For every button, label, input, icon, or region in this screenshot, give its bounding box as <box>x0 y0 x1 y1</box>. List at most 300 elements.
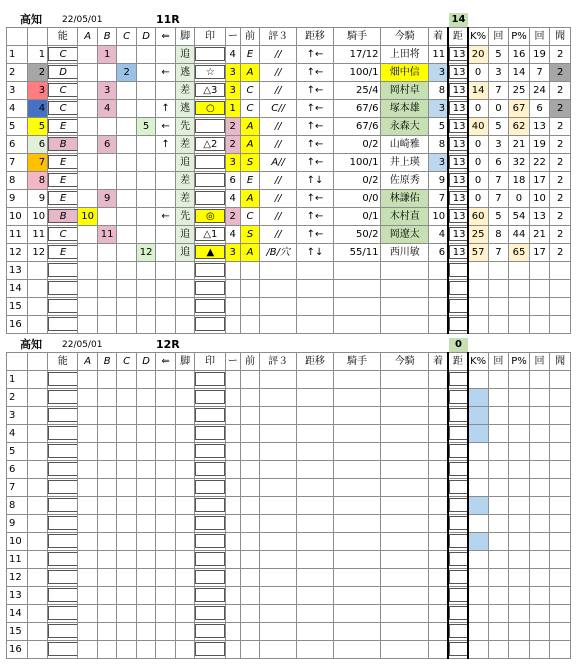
cell-horse-number <box>27 443 48 461</box>
cell-p-count: 10 <box>529 190 550 208</box>
cell-jockey-stats <box>333 461 381 479</box>
cell-ability <box>48 407 78 425</box>
cell-distance <box>448 46 467 64</box>
prediction-box <box>195 191 225 205</box>
cell-arrow <box>156 623 175 641</box>
cell-front <box>240 443 259 461</box>
prediction-box <box>195 47 225 61</box>
prediction-box <box>195 516 225 530</box>
cell-row-number: 7 <box>7 154 28 172</box>
cell-horse-number <box>27 641 48 659</box>
cell-ability <box>48 605 78 623</box>
cell-p-percent <box>509 623 530 641</box>
cell-mark-a <box>78 551 97 569</box>
cell-distance-change: ↑← <box>297 136 334 154</box>
column-header-interval: 聞 <box>550 28 571 46</box>
cell-k-percent <box>468 425 489 443</box>
cell-front <box>240 407 259 425</box>
cell-k-count <box>488 316 509 334</box>
cell-mark-d <box>136 226 155 244</box>
cell-current-jockey <box>381 623 429 641</box>
cell-distance-change <box>297 551 334 569</box>
column-header-mark-b: B <box>97 28 116 46</box>
cell-prediction-mark <box>195 208 225 226</box>
column-header-k-count: 回 <box>488 353 509 371</box>
ability-box <box>48 516 78 530</box>
cell-distance-change <box>297 497 334 515</box>
cell-p-percent <box>509 262 530 280</box>
table-row <box>7 479 571 497</box>
cell-running-style <box>175 641 194 659</box>
cell-arrow <box>156 262 175 280</box>
cell-k-count <box>488 461 509 479</box>
cell-rating: C// <box>260 100 297 118</box>
cell-k-percent <box>468 497 489 515</box>
prediction-box <box>195 642 225 656</box>
cell-rating <box>260 605 297 623</box>
cell-front <box>240 497 259 515</box>
distance-box <box>449 444 467 458</box>
cell-finish: 3 <box>429 64 448 82</box>
cell-current-jockey <box>381 587 429 605</box>
cell-arrow <box>156 587 175 605</box>
cell-mark-c <box>117 82 136 100</box>
ability-box: C <box>48 83 78 97</box>
cell-mark-a <box>78 371 97 389</box>
cell-ability <box>48 515 78 533</box>
ability-box: B <box>48 137 78 151</box>
cell-mark-c <box>117 244 136 262</box>
cell-front <box>240 298 259 316</box>
column-header-jockey-stats: 騎手 <box>333 353 381 371</box>
cell-ability <box>48 587 78 605</box>
cell-mark-d <box>136 515 155 533</box>
table-row <box>7 641 571 659</box>
ability-box <box>48 552 78 566</box>
cell-ability <box>48 316 78 334</box>
cell-row-number: 5 <box>7 443 28 461</box>
cell-jockey-stats <box>333 316 381 334</box>
cell-horse-number: 4 <box>27 100 48 118</box>
cell-mark-d <box>136 154 155 172</box>
cell-mark-b: 9 <box>97 190 116 208</box>
cell-running-style <box>175 515 194 533</box>
cell-p-percent <box>509 569 530 587</box>
cell-interval <box>550 497 571 515</box>
cell-mark-d <box>136 280 155 298</box>
cell-mark-d <box>136 100 155 118</box>
cell-horse-number: 5 <box>27 118 48 136</box>
cell-current-jockey <box>381 389 429 407</box>
column-header-p-percent: P% <box>509 28 530 46</box>
cell-horse-number <box>27 605 48 623</box>
cell-running-style <box>175 461 194 479</box>
cell-p-count: 13 <box>529 208 550 226</box>
cell-p-count <box>529 551 550 569</box>
cell-finish <box>429 605 448 623</box>
cell-mark-a <box>78 389 97 407</box>
cell-front: S <box>240 226 259 244</box>
cell-horse-number: 11 <box>27 226 48 244</box>
cell-horse-number <box>27 497 48 515</box>
cell-mark-d <box>136 316 155 334</box>
cell-mark-a <box>78 172 97 190</box>
cell-prediction-mark <box>195 641 225 659</box>
cell-p-percent <box>509 280 530 298</box>
cell-ability <box>48 461 78 479</box>
cell-p-percent <box>509 551 530 569</box>
cell-p-percent <box>509 298 530 316</box>
cell-current-jockey <box>381 461 429 479</box>
cell-interval: 2 <box>550 154 571 172</box>
cell-prediction-mark <box>195 136 225 154</box>
table-row <box>7 154 571 172</box>
cell-arrow <box>156 244 175 262</box>
distance-box: 13 <box>449 83 467 97</box>
cell-interval <box>550 389 571 407</box>
prediction-box <box>195 462 225 476</box>
column-header-distance-change: 距移 <box>297 353 334 371</box>
cell-k-count <box>488 479 509 497</box>
column-header-ability: 能 <box>48 353 78 371</box>
cell-rating <box>260 497 297 515</box>
race-number: 11R <box>156 13 180 26</box>
cell-p-count: 22 <box>529 154 550 172</box>
cell-k-count: 0 <box>488 100 509 118</box>
table-row <box>7 208 571 226</box>
cell-arrow: ← <box>156 208 175 226</box>
cell-interval: 2 <box>550 244 571 262</box>
cell-dash-rank <box>225 569 240 587</box>
table-row <box>7 551 571 569</box>
cell-ability <box>48 100 78 118</box>
cell-dash-rank: 2 <box>225 118 240 136</box>
cell-mark-c <box>117 605 136 623</box>
cell-horse-number <box>27 533 48 551</box>
cell-jockey-stats <box>333 443 381 461</box>
cell-k-percent: 0 <box>468 172 489 190</box>
cell-k-percent <box>468 479 489 497</box>
prediction-box <box>195 624 225 638</box>
cell-mark-a <box>78 623 97 641</box>
column-header-k-percent: K% <box>468 28 489 46</box>
cell-distance-change <box>297 389 334 407</box>
cell-prediction-mark <box>195 226 225 244</box>
cell-arrow <box>156 461 175 479</box>
cell-mark-a <box>78 100 97 118</box>
cell-p-percent <box>509 515 530 533</box>
column-header-horse-number <box>27 28 48 46</box>
cell-finish <box>429 316 448 334</box>
cell-ability <box>48 244 78 262</box>
cell-horse-number: 8 <box>27 172 48 190</box>
cell-k-count <box>488 641 509 659</box>
cell-mark-a <box>78 479 97 497</box>
cell-ability <box>48 190 78 208</box>
distance-box <box>449 570 467 584</box>
column-header-arrow: ⇐ <box>156 353 175 371</box>
cell-k-percent: 60 <box>468 208 489 226</box>
cell-row-number: 11 <box>7 551 28 569</box>
cell-dash-rank <box>225 551 240 569</box>
cell-mark-b: 3 <box>97 82 116 100</box>
cell-mark-a <box>78 641 97 659</box>
cell-distance-change <box>297 298 334 316</box>
cell-distance <box>448 533 467 551</box>
cell-k-count: 8 <box>488 226 509 244</box>
cell-distance-change <box>297 425 334 443</box>
cell-dash-rank: 3 <box>225 82 240 100</box>
cell-row-number: 10 <box>7 533 28 551</box>
cell-row-number: 10 <box>7 208 28 226</box>
cell-prediction-mark <box>195 190 225 208</box>
cell-running-style: 差 <box>175 82 194 100</box>
prediction-box <box>195 372 225 386</box>
distance-box <box>449 516 467 530</box>
cell-finish <box>429 425 448 443</box>
cell-jockey-stats <box>333 605 381 623</box>
prediction-box <box>195 281 225 295</box>
cell-k-percent <box>468 623 489 641</box>
cell-running-style: 差 <box>175 136 194 154</box>
cell-k-percent: 0 <box>468 136 489 154</box>
cell-interval <box>550 605 571 623</box>
venue-label: 高知 <box>20 338 42 351</box>
cell-front <box>240 569 259 587</box>
cell-arrow <box>156 605 175 623</box>
distance-box <box>449 408 467 422</box>
cell-mark-d <box>136 190 155 208</box>
cell-arrow <box>156 515 175 533</box>
cell-mark-a <box>78 587 97 605</box>
cell-rating: /B/穴 <box>260 244 297 262</box>
cell-interval <box>550 407 571 425</box>
cell-prediction-mark <box>195 497 225 515</box>
cell-distance-change: ↑← <box>297 190 334 208</box>
cell-p-percent <box>509 443 530 461</box>
cell-mark-c <box>117 316 136 334</box>
cell-horse-number <box>27 389 48 407</box>
table-row <box>7 118 571 136</box>
distance-box <box>449 299 467 313</box>
cell-distance <box>448 443 467 461</box>
cell-distance-change <box>297 407 334 425</box>
cell-dash-rank: 3 <box>225 154 240 172</box>
cell-k-percent: 20 <box>468 46 489 64</box>
cell-distance-change <box>297 316 334 334</box>
distance-box <box>449 606 467 620</box>
cell-p-count: 7 <box>529 64 550 82</box>
cell-k-count: 3 <box>488 136 509 154</box>
cell-dash-rank <box>225 389 240 407</box>
cell-finish: 11 <box>429 46 448 64</box>
cell-interval: 2 <box>550 226 571 244</box>
cell-mark-d <box>136 208 155 226</box>
race-header-11r <box>0 13 576 27</box>
cell-p-percent <box>509 316 530 334</box>
cell-mark-b <box>97 479 116 497</box>
cell-ability <box>48 443 78 461</box>
prediction-box: △2 <box>195 137 225 151</box>
cell-p-count <box>529 280 550 298</box>
column-header-p-count: 回 <box>529 353 550 371</box>
ability-box: C <box>48 101 78 115</box>
cell-running-style <box>175 389 194 407</box>
cell-ability <box>48 46 78 64</box>
cell-rating <box>260 533 297 551</box>
cell-mark-a <box>78 262 97 280</box>
distance-box <box>449 317 467 331</box>
cell-front: A <box>240 244 259 262</box>
cell-front: A <box>240 190 259 208</box>
cell-distance <box>448 479 467 497</box>
cell-distance-change: ↑← <box>297 208 334 226</box>
cell-mark-a <box>78 244 97 262</box>
cell-mark-c <box>117 551 136 569</box>
ability-box: E <box>48 245 78 259</box>
cell-row-number: 4 <box>7 100 28 118</box>
cell-running-style <box>175 533 194 551</box>
cell-row-number: 6 <box>7 136 28 154</box>
cell-dash-rank <box>225 623 240 641</box>
cell-prediction-mark <box>195 262 225 280</box>
cell-prediction-mark <box>195 46 225 64</box>
distance-box <box>449 480 467 494</box>
cell-arrow <box>156 425 175 443</box>
cell-finish: 8 <box>429 136 448 154</box>
cell-distance <box>448 64 467 82</box>
cell-p-count <box>529 641 550 659</box>
cell-row-number: 5 <box>7 118 28 136</box>
prediction-box: ☆ <box>195 65 225 79</box>
cell-p-percent <box>509 497 530 515</box>
cell-k-percent <box>468 461 489 479</box>
cell-jockey-stats: 0/1 <box>333 208 381 226</box>
cell-interval: 2 <box>550 100 571 118</box>
cell-dash-rank <box>225 533 240 551</box>
table-row <box>7 64 571 82</box>
cell-k-count: 6 <box>488 154 509 172</box>
cell-prediction-mark <box>195 316 225 334</box>
cell-rating <box>260 389 297 407</box>
cell-interval <box>550 262 571 280</box>
table-row <box>7 244 571 262</box>
ability-box: E <box>48 155 78 169</box>
cell-mark-d: 12 <box>136 244 155 262</box>
cell-p-count <box>529 316 550 334</box>
cell-jockey-stats <box>333 515 381 533</box>
cell-finish <box>429 533 448 551</box>
cell-current-jockey: 佐原秀 <box>381 172 429 190</box>
cell-jockey-stats <box>333 551 381 569</box>
cell-jockey-stats: 67/6 <box>333 118 381 136</box>
cell-current-jockey <box>381 533 429 551</box>
cell-mark-c <box>117 172 136 190</box>
cell-row-number: 11 <box>7 226 28 244</box>
cell-finish <box>429 371 448 389</box>
cell-distance <box>448 515 467 533</box>
cell-finish <box>429 641 448 659</box>
cell-running-style: 逃 <box>175 64 194 82</box>
column-header-k-count: 回 <box>488 28 509 46</box>
cell-p-percent: 65 <box>509 244 530 262</box>
cell-mark-d <box>136 461 155 479</box>
cell-horse-number: 2 <box>27 64 48 82</box>
cell-running-style <box>175 371 194 389</box>
cell-row-number: 8 <box>7 497 28 515</box>
cell-dash-rank: 4 <box>225 46 240 64</box>
cell-running-style: 逃 <box>175 100 194 118</box>
cell-dash-rank: 2 <box>225 208 240 226</box>
cell-rating: // <box>260 190 297 208</box>
cell-k-count <box>488 515 509 533</box>
cell-jockey-stats <box>333 389 381 407</box>
distance-box <box>449 462 467 476</box>
distance-box: 13 <box>449 137 467 151</box>
cell-mark-c <box>117 569 136 587</box>
cell-k-count <box>488 623 509 641</box>
cell-k-percent <box>468 605 489 623</box>
column-header-rating: 評３ <box>260 28 297 46</box>
cell-prediction-mark <box>195 389 225 407</box>
cell-running-style <box>175 425 194 443</box>
cell-prediction-mark <box>195 587 225 605</box>
column-header-mark-d: D <box>136 353 155 371</box>
table-row <box>7 569 571 587</box>
cell-interval <box>550 533 571 551</box>
cell-row-number: 4 <box>7 425 28 443</box>
cell-distance-change <box>297 587 334 605</box>
table-row <box>7 82 571 100</box>
cell-mark-a <box>78 64 97 82</box>
cell-k-count: 5 <box>488 46 509 64</box>
cell-horse-number <box>27 551 48 569</box>
cell-p-percent <box>509 371 530 389</box>
cell-k-count: 7 <box>488 190 509 208</box>
cell-prediction-mark <box>195 443 225 461</box>
cell-mark-c <box>117 443 136 461</box>
column-header-mark-b: B <box>97 353 116 371</box>
cell-ability <box>48 623 78 641</box>
table-row <box>7 623 571 641</box>
cell-p-percent: 14 <box>509 64 530 82</box>
column-header-current-jockey: 今騎 <box>381 353 429 371</box>
cell-ability <box>48 226 78 244</box>
cell-k-percent: 0 <box>468 100 489 118</box>
column-header-ability: 能 <box>48 28 78 46</box>
cell-running-style: 追 <box>175 226 194 244</box>
cell-distance-change: ↑← <box>297 64 334 82</box>
cell-mark-d <box>136 389 155 407</box>
cell-mark-d <box>136 82 155 100</box>
cell-dash-rank <box>225 443 240 461</box>
cell-arrow <box>156 443 175 461</box>
cell-row-number: 6 <box>7 461 28 479</box>
cell-row-number: 12 <box>7 569 28 587</box>
cell-horse-number <box>27 569 48 587</box>
cell-row-number: 12 <box>7 244 28 262</box>
cell-mark-a <box>78 316 97 334</box>
cell-mark-c <box>117 136 136 154</box>
cell-row-number: 13 <box>7 262 28 280</box>
cell-mark-d <box>136 641 155 659</box>
cell-running-style <box>175 497 194 515</box>
cell-jockey-stats: 67/6 <box>333 100 381 118</box>
cell-jockey-stats: 17/12 <box>333 46 381 64</box>
cell-interval <box>550 443 571 461</box>
cell-running-style <box>175 298 194 316</box>
cell-p-percent <box>509 389 530 407</box>
